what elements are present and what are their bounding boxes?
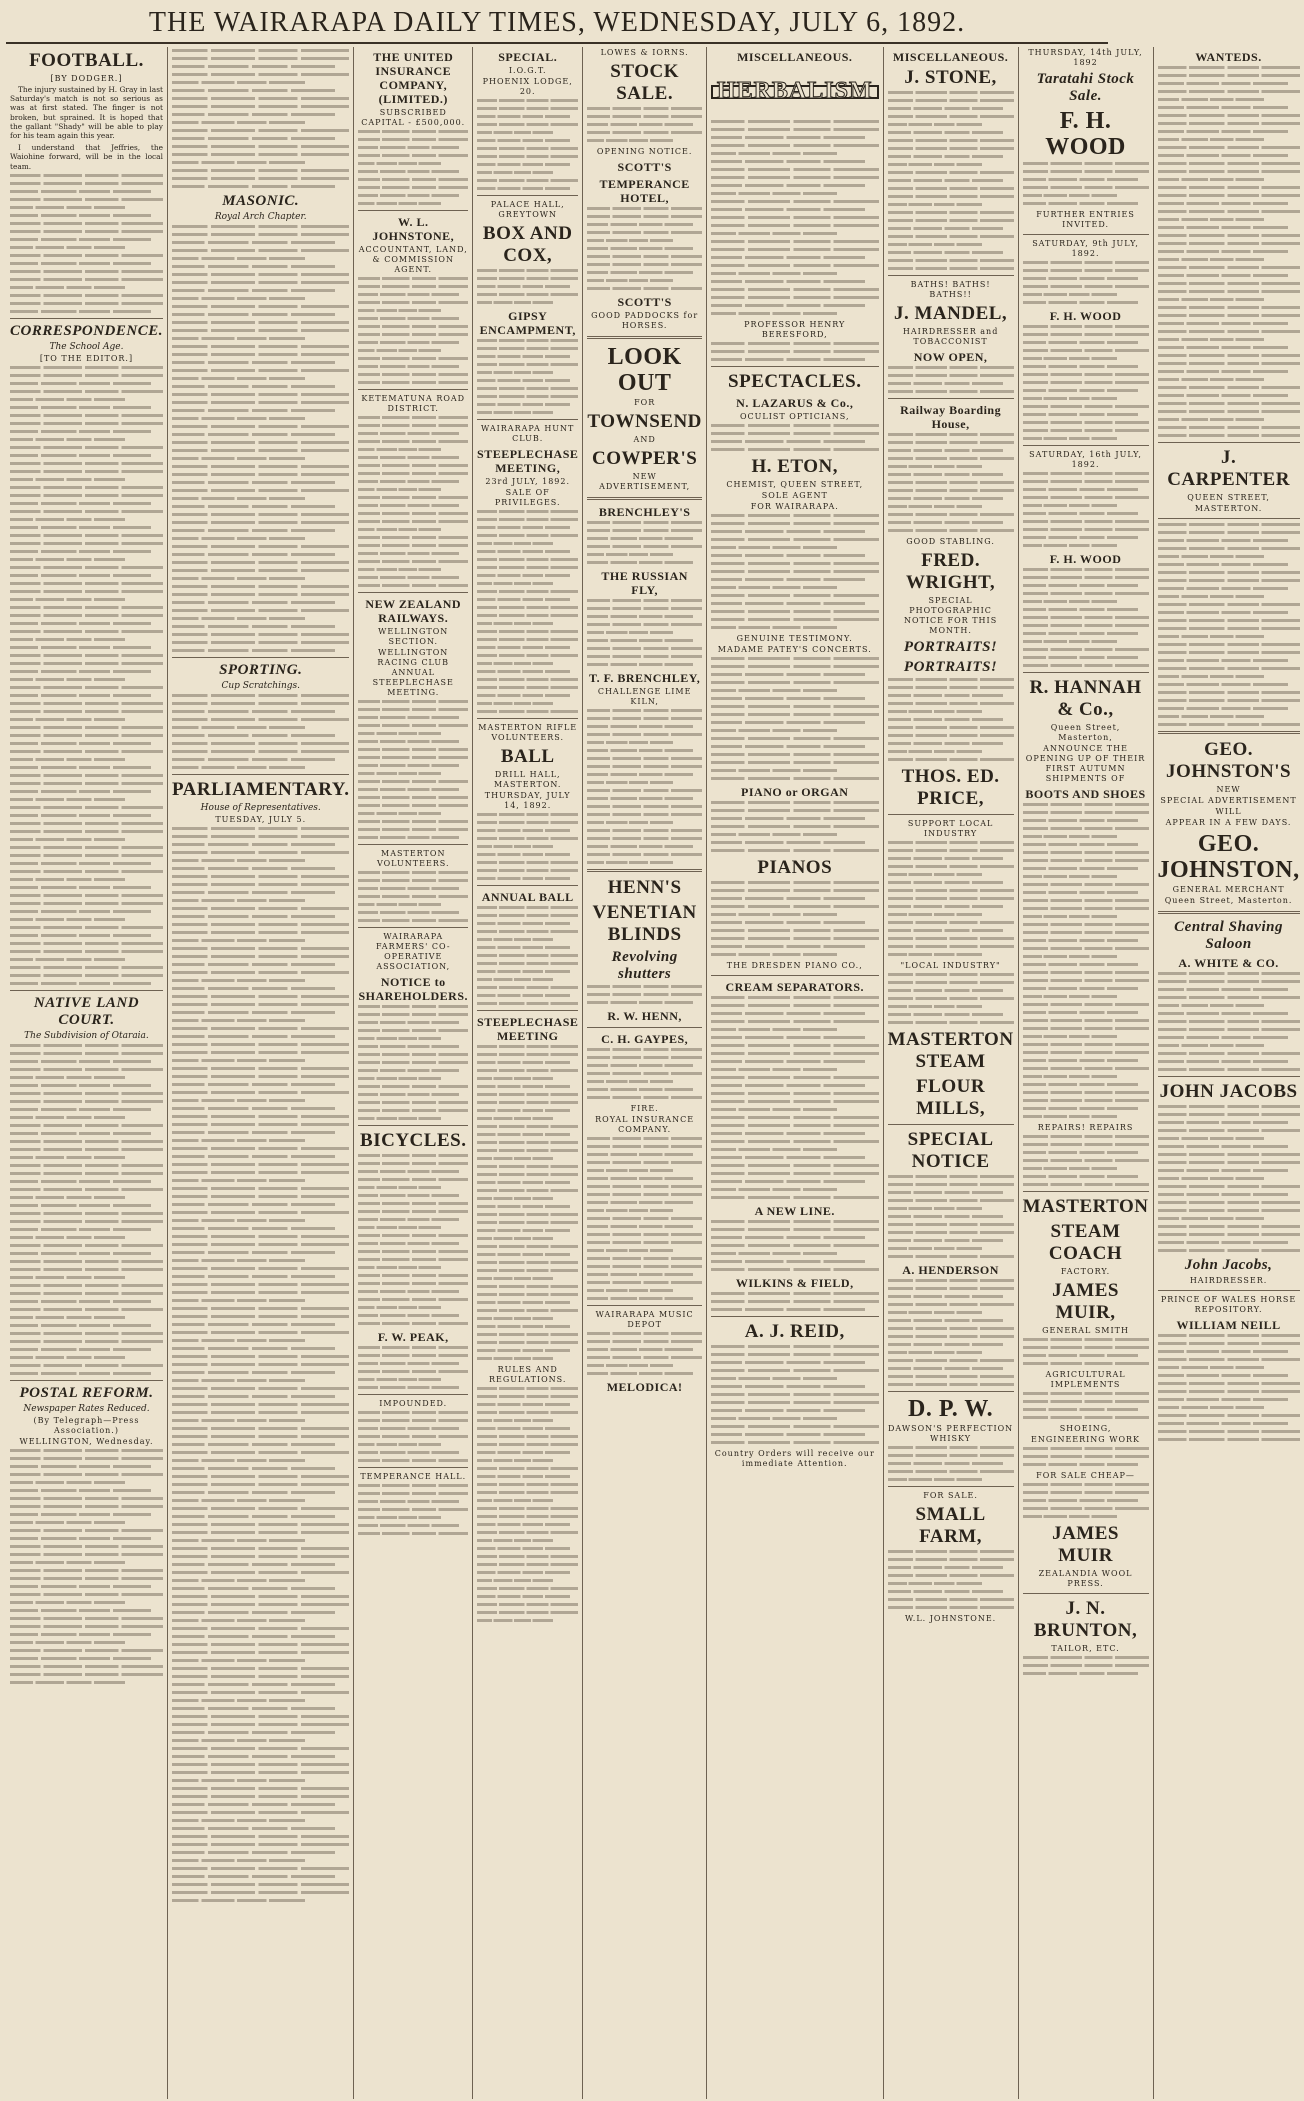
school-age-subheading: The School Age. <box>49 341 124 352</box>
text-block <box>477 269 578 304</box>
text-block <box>358 1411 468 1462</box>
thursday-sale-line: THURSDAY, 14th JULY, 1892 <box>1028 48 1143 67</box>
text-block <box>1023 1483 1149 1518</box>
accountant-line: ACCOUNTANT, LAND, & COMMISSION AGENT. <box>358 245 468 274</box>
rifle-volunteers-line: MASTERTON RIFLE VOLUNTEERS. <box>478 723 578 742</box>
opening-notice-line: OPENING NOTICE. <box>596 147 693 156</box>
now-open-heading: NOW OPEN, <box>913 350 988 364</box>
text-block <box>358 1005 468 1120</box>
for-sale-line: FOR SALE. <box>923 1491 978 1500</box>
hairdresser-line-2: HAIRDRESSER. <box>1189 1276 1268 1285</box>
column-3 <box>354 47 473 2099</box>
pianos-heading: PIANOS <box>757 857 833 878</box>
correspondence-heading: CORRESPONDENCE. <box>10 322 163 339</box>
annual-ball-heading: ANNUAL BALL <box>481 890 574 904</box>
engineering-line: ENGINEERING WORK <box>1031 1435 1141 1444</box>
text-block <box>711 1345 879 1444</box>
cream-separators-heading: CREAM SEPARATORS. <box>725 980 865 994</box>
text-block <box>1158 523 1300 726</box>
hunt-steeplechase-heading: STEEPLECHASE MEETING <box>477 1015 579 1043</box>
masterton-volunteers-heading: MASTERTON VOLUNTEERS. <box>376 849 450 868</box>
wl-johnstone-line: W.L. JOHNSTONE. <box>904 1614 997 1623</box>
text-block <box>888 973 1014 1024</box>
text-block <box>587 985 702 1004</box>
portraits-heading-2: PORTRAITS! <box>903 659 998 675</box>
text-block <box>888 841 1014 956</box>
fred-wright-heading: FRED. WRIGHT, <box>905 550 996 593</box>
text-block <box>1023 162 1149 205</box>
venetian-blinds-heading: VENETIAN BLINDS <box>592 902 697 945</box>
townsend-heading: TOWNSEND <box>587 411 702 432</box>
wanteds-heading: WANTEDS. <box>1195 50 1262 64</box>
text-block <box>477 510 578 713</box>
appear-line: APPEAR IN A FEW DAYS. <box>1165 818 1292 827</box>
j-stone-heading: J. STONE, <box>904 67 997 88</box>
column-8 <box>1019 47 1154 2099</box>
rules-regulations-line: RULES AND REGULATIONS. <box>488 1365 567 1384</box>
steeplechase-heading: STEEPLECHASE MEETING, <box>477 447 579 475</box>
cowper-heading: COWPER'S <box>591 448 698 469</box>
football-heading: FOOTBALL. <box>29 50 144 71</box>
text-block <box>711 1220 879 1271</box>
shaving-saloon-heading: Central Shaving Saloon <box>1174 919 1283 952</box>
text-block <box>1023 472 1149 547</box>
local-industry-line: "LOCAL INDUSTRY" <box>900 961 1001 970</box>
text-block <box>1158 972 1300 1071</box>
columns <box>6 47 1300 2099</box>
notice-shareholders-heading: NOTICE to SHAREHOLDERS. <box>358 975 469 1003</box>
good-paddocks-line: GOOD PADDOCKS for HORSES. <box>591 311 699 330</box>
mandel-heading: J. MANDEL, <box>893 303 1008 324</box>
saturday-line-2: SATURDAY, 16th JULY, 1892. <box>1029 450 1142 469</box>
text-block <box>1023 1447 1149 1466</box>
football-byline: [BY DODGER.] <box>50 74 123 83</box>
native-land-subheading: The Subdivision of Otaraia. <box>24 1030 149 1041</box>
text-block <box>1023 261 1149 304</box>
text-block <box>10 1044 163 1375</box>
text-block <box>358 1484 468 1535</box>
masthead-title: THE WAIRARAPA DAILY TIMES, WEDNESDAY, JULY 6, 1892. <box>148 7 966 38</box>
text-block <box>711 424 879 451</box>
queen-street-line: QUEEN STREET, <box>1187 493 1270 502</box>
text-block <box>358 277 468 384</box>
text-block <box>888 678 1014 761</box>
general-merchant-line: GENERAL MERCHANT <box>1172 885 1285 894</box>
football-para-1: The injury sustained by H. Gray in last Saturday's match is not so serious as was at first stated. The finger is not broken, but sprained. It is hoped that the gallant "Shady" will be able to play for his team again this year. <box>10 85 163 141</box>
chemist-line: CHEMIST, QUEEN STREET, <box>726 480 864 489</box>
rw-henn-heading: R. W. HENN, <box>607 1009 682 1023</box>
hunt-club-line: WAIRARAPA HUNT CLUB. <box>481 424 575 443</box>
photo-notice-line: SPECIAL PHOTOGRAPHIC NOTICE FOR THIS MONTH. <box>903 596 998 635</box>
fh-wood-heading-3: F. H. WOOD <box>1049 552 1122 566</box>
good-stabling-line: GOOD STABLING. <box>906 537 995 546</box>
country-orders-line: Country Orders will receive our immediate Attention. <box>714 1449 875 1468</box>
ball-heading: BALL <box>500 746 555 767</box>
fw-peak-heading: F. W. PEAK, <box>377 1330 449 1344</box>
text-block <box>1023 1656 1149 1675</box>
dpw-heading: D. P. W. <box>908 1396 994 1422</box>
new-line-heading: A NEW LINE. <box>754 1204 835 1218</box>
herbalism-title: HERBALISM <box>711 85 879 98</box>
flour-mills-heading: FLOUR MILLS, <box>916 1076 986 1119</box>
text-block <box>172 694 350 769</box>
ch-gaypes-heading: C. H. GAYPES, <box>601 1032 689 1046</box>
henn-heading: HENN'S <box>607 877 682 898</box>
ketemata-heading: KETEMATUNA ROAD DISTRICT. <box>361 394 466 413</box>
text-block <box>587 599 702 666</box>
text-block <box>477 906 578 1005</box>
johnstone-heading: W. L. JOHNSTONE, <box>372 215 455 243</box>
text-block <box>477 813 578 880</box>
farmers-association-heading: WAIRARAPA FARMERS' CO-OPERATIVE ASSOCIATION, <box>375 932 451 971</box>
cup-scratchings-subheading: Cup Scratchings. <box>221 681 300 691</box>
text-block <box>358 416 468 587</box>
insurance-company-heading: THE UNITED INSURANCE COMPANY, (LIMITED.) <box>373 50 454 106</box>
steeplechase-date: 23rd JULY, 1892. <box>485 477 571 486</box>
fh-wood-heading-1: F. H. WOOD <box>1045 108 1126 160</box>
music-depot-line: WAIRARAPA MUSIC DEPOT <box>595 1310 694 1329</box>
and-line: AND <box>633 435 656 444</box>
column-6 <box>707 47 884 2099</box>
new-line: NEW <box>1216 785 1241 794</box>
dawsons-whisky-line: DAWSON'S PERFECTION WHISKY <box>888 1424 1014 1443</box>
misc-heading: MISCELLANEOUS. <box>737 50 853 64</box>
james-muir-heading: JAMES MUIR, <box>1052 1280 1119 1323</box>
text-block <box>888 1175 1014 1258</box>
text-block <box>10 1449 163 1684</box>
hannah-heading: R. HANNAH & Co., <box>1029 677 1142 720</box>
column-5 <box>583 47 707 2099</box>
column-4 <box>473 47 583 2099</box>
text-block <box>888 433 1014 532</box>
text-block <box>587 709 702 864</box>
text-block <box>711 881 879 956</box>
madame-patey-line: MADAME PATEY'S CONCERTS. <box>717 645 872 654</box>
telegraph-line: (By Telegraph—Press Association.) <box>33 1415 140 1435</box>
william-neill-heading: WILLIAM NEILL <box>1176 1318 1281 1332</box>
text-block <box>587 521 702 564</box>
oculist-line: OCULIST OPTICIANS, <box>740 412 850 421</box>
parliamentary-heading: PARLIAMENTARY. <box>171 779 350 800</box>
further-entries-line: FURTHER ENTRIES INVITED. <box>1036 210 1135 229</box>
text-block <box>888 366 1014 393</box>
sole-agent-line: SOLE AGENT <box>761 491 828 500</box>
wilkins-field-heading: WILKINS & FIELD, <box>735 1276 854 1290</box>
text-block <box>587 107 702 142</box>
prince-wales-line: PRINCE OF WALES HORSE REPOSITORY. <box>1160 1295 1297 1314</box>
sale-privileges-line: SALE OF PRIVILEGES. <box>494 488 561 507</box>
column-1 <box>6 47 168 2099</box>
scotts-heading-2: SCOTT'S <box>617 295 672 309</box>
new-adv-line: NEW ADVERTISEMENT, <box>599 472 691 491</box>
special-heading: SPECIAL. <box>498 50 558 64</box>
text-block <box>711 342 879 361</box>
royal-arch-subheading: Royal Arch Chapter. <box>214 212 307 222</box>
text-block <box>358 1346 468 1389</box>
factory-line: FACTORY. <box>1060 1267 1111 1276</box>
text-block <box>711 120 879 315</box>
text-block <box>358 130 468 205</box>
impounded-heading: IMPOUNDED. <box>379 1399 448 1408</box>
text-block <box>358 1154 468 1325</box>
piano-organ-heading: PIANO or ORGAN <box>741 785 849 799</box>
hannah-address-line: Queen Street, Masterton, <box>1050 723 1121 742</box>
text-block <box>1158 66 1300 437</box>
eton-heading: H. ETON, <box>751 456 839 477</box>
native-land-court-heading: NATIVE LAND COURT. <box>33 994 140 1028</box>
masterton-line: MASTERTON. <box>1194 504 1263 513</box>
genuine-testimony-line: GENUINE TESTIMONY. <box>736 634 853 643</box>
text-block <box>888 1446 1014 1481</box>
a-white-heading: A. WHITE & CO. <box>1178 956 1279 970</box>
postal-reform-heading: POSTAL REFORM. <box>19 1384 154 1401</box>
dresden-line: THE DRESDEN PIANO CO., <box>726 961 863 970</box>
text-block <box>587 1332 702 1375</box>
tf-brenchley-heading: T. F. BRENCHLEY, <box>589 671 701 685</box>
queen-street-line-2: Queen Street, Masterton. <box>1164 896 1293 905</box>
text-block <box>10 174 163 313</box>
text-block <box>888 91 1014 270</box>
lowes-iorns-line: LOWES & IORNS. <box>600 48 689 57</box>
football-para-2: I understand that Jeffries, the Waiohine forward, will be in the local team. <box>10 143 163 171</box>
herbalism-banner <box>711 66 879 118</box>
palace-hall-line: PALACE HALL, GREYTOWN <box>490 200 565 219</box>
boots-shoes-heading: BOOTS AND SHOES <box>1025 787 1146 801</box>
zealandia-line: ZEALANDIA WOOL PRESS. <box>1038 1569 1133 1588</box>
column-9 <box>1154 47 1304 2099</box>
drill-hall-line: DRILL HALL, MASTERTON. <box>493 770 562 789</box>
fh-wood-heading-2: F. H. WOOD <box>1049 309 1122 323</box>
geo-johnston-heading-2: GEO. JOHNSTON, <box>1157 831 1300 883</box>
text-block <box>1023 1135 1149 1186</box>
challenge-kiln-line: CHALLENGE LIME KILN, <box>597 687 692 706</box>
masonic-heading: MASONIC. <box>222 193 300 209</box>
text-block <box>1023 568 1149 667</box>
to-editor-line: [TO THE EDITOR.] <box>39 353 134 363</box>
sale-cheap-line: FOR SALE CHEAP— <box>1036 1471 1135 1480</box>
small-farm-heading: SMALL FARM, <box>915 1504 986 1547</box>
text-block <box>1023 803 1149 1118</box>
text-block <box>711 1292 879 1311</box>
text-block <box>711 996 879 1199</box>
james-muir-heading-2: JAMES MUIR <box>1052 1523 1119 1566</box>
melodica-heading: MELODICA! <box>606 1380 683 1394</box>
steam-coach-heading: STEAM COACH <box>1048 1221 1123 1264</box>
bicycles-heading: BICYCLES. <box>360 1130 467 1151</box>
railway-boarding-heading: Railway Boarding House, <box>900 403 1002 431</box>
brenchley-heading: BRENCHLEY'S <box>598 505 691 519</box>
text-block <box>358 871 468 922</box>
saturday-line-1: SATURDAY, 9th JULY, 1892. <box>1032 239 1139 258</box>
scotts-heading: SCOTT'S <box>617 160 672 174</box>
brunton-heading: J. N. BRUNTON, <box>1033 1598 1138 1641</box>
capital-line: SUBSCRIBED CAPITAL - £500,000. <box>361 108 466 127</box>
taratahi-heading: Taratahi Stock Sale. <box>1036 71 1135 104</box>
look-out-heading: LOOK OUT <box>607 344 682 396</box>
text-block <box>358 700 468 839</box>
house-reps-subheading: House of Representatives. <box>200 803 321 813</box>
text-block <box>477 99 578 190</box>
for-line: FOR <box>634 398 656 407</box>
text-block <box>1023 325 1149 440</box>
text-block <box>711 514 879 629</box>
baths-line: BATHS! BATHS! BATHS!! <box>910 280 991 299</box>
wellington-section-line: WELLINGTON SECTION. <box>378 627 449 646</box>
portraits-heading-1: PORTRAITS! <box>903 639 998 655</box>
special-notice-heading: SPECIAL NOTICE <box>907 1129 994 1172</box>
temperance-hotel-heading: TEMPERANCE HOTEL, <box>599 177 690 205</box>
racing-club-line: WELLINGTON RACING CLUB ANNUAL STEEPLECHASE MEETING. <box>372 648 454 697</box>
text-block <box>711 657 879 780</box>
text-block <box>1023 1392 1149 1419</box>
russian-fly-heading: THE RUSSIAN FLY, <box>601 569 688 597</box>
text-block <box>1023 1338 1149 1365</box>
for-wairarapa-line: FOR WAIRARAPA. <box>750 502 839 511</box>
announce-line: ANNOUNCE THE OPENING UP OF THEIR FIRST AUTUMN SHIPMENTS OF <box>1025 744 1146 783</box>
text-block <box>1158 1105 1300 1252</box>
thos-price-heading: THOS. ED. PRICE, <box>901 766 1000 809</box>
text-block <box>888 1279 1014 1386</box>
text-block <box>587 1048 702 1099</box>
lazarus-heading: N. LAZARUS & Co., <box>736 396 854 410</box>
stock-sale-heading: STOCK SALE. <box>610 61 679 104</box>
shoeing-line: SHOEING, <box>1059 1424 1112 1433</box>
masterton-steam-heading: MASTERTON STEAM <box>887 1029 1014 1072</box>
will-line: WILL <box>1215 807 1242 816</box>
phoenix-lodge-line: PHOENIX LODGE, 20. <box>482 77 573 96</box>
text-block <box>172 827 350 1902</box>
temperance-hall-heading: TEMPERANCE HALL. <box>360 1472 467 1481</box>
royal-insurance-line: ROYAL INSURANCE COMPANY. <box>595 1115 695 1134</box>
text-block <box>477 1045 578 1360</box>
carpenter-heading: J. CARPENTER <box>1167 447 1290 490</box>
text-block <box>1158 1334 1300 1441</box>
masterton-heading: MASTERTON <box>1022 1196 1149 1217</box>
reid-heading: A. J. REID, <box>744 1321 845 1342</box>
text-block <box>172 49 350 188</box>
agricultural-line: AGRICULTURAL IMPLEMENTS <box>1045 1370 1126 1389</box>
text-block <box>172 225 350 652</box>
postal-subheading: Newspaper Rates Reduced. <box>23 1403 150 1414</box>
hairdresser-line: HAIRDRESSER and TOBACCONIST <box>902 327 999 346</box>
general-smith-line: GENERAL SMITH <box>1042 1326 1129 1335</box>
misc-heading-2: MISCELLANEOUS. <box>892 50 1009 64</box>
thursday-line: THURSDAY, JULY 14, 1892. <box>484 791 571 810</box>
box-and-cox-heading: BOX AND COX, <box>482 223 573 266</box>
fire-line: FIRE. <box>630 1104 659 1113</box>
beresford-line: PROFESSOR HENRY BERESFORD, <box>744 320 846 339</box>
text-block <box>587 1137 702 1300</box>
john-jacobs-heading: JOHN JACOBS <box>1159 1081 1298 1102</box>
henderson-heading: A. HENDERSON <box>902 1263 999 1277</box>
support-industry-line: SUPPORT LOCAL INDUSTRY <box>907 819 994 838</box>
geo-johnston-heading: GEO. JOHNSTON'S <box>1166 739 1292 782</box>
repairs-line: REPAIRS! REPAIRS <box>1037 1123 1134 1132</box>
text-block <box>477 339 578 414</box>
column-7 <box>884 47 1019 2099</box>
gipsy-encampment-heading: GIPSY ENCAMPMENT, <box>479 309 576 337</box>
text-block <box>587 207 702 290</box>
sporting-heading: SPORTING. <box>219 662 303 678</box>
nz-railways-heading: NEW ZEALAND RAILWAYS. <box>365 597 462 625</box>
tailor-line: TAILOR, ETC. <box>1051 1644 1120 1653</box>
tuesday-dateline: TUESDAY, JULY 5. <box>215 815 307 824</box>
text-block <box>711 801 879 852</box>
text-block <box>888 1550 1014 1609</box>
masthead <box>6 6 1108 44</box>
revolving-shutters-heading: Revolving shutters <box>611 949 678 982</box>
text-block <box>10 366 163 985</box>
wellington-dateline: WELLINGTON, Wednesday. <box>19 1436 154 1446</box>
jacobs-signature: John Jacobs, <box>1184 1257 1273 1273</box>
spectacles-heading: SPECTACLES. <box>728 371 862 392</box>
text-block <box>477 1387 578 1622</box>
special-adv-line: SPECIAL ADVERTISEMENT <box>1160 796 1297 805</box>
iogt-line: I.O.G.T. <box>508 66 547 75</box>
column-2 <box>168 47 355 2099</box>
